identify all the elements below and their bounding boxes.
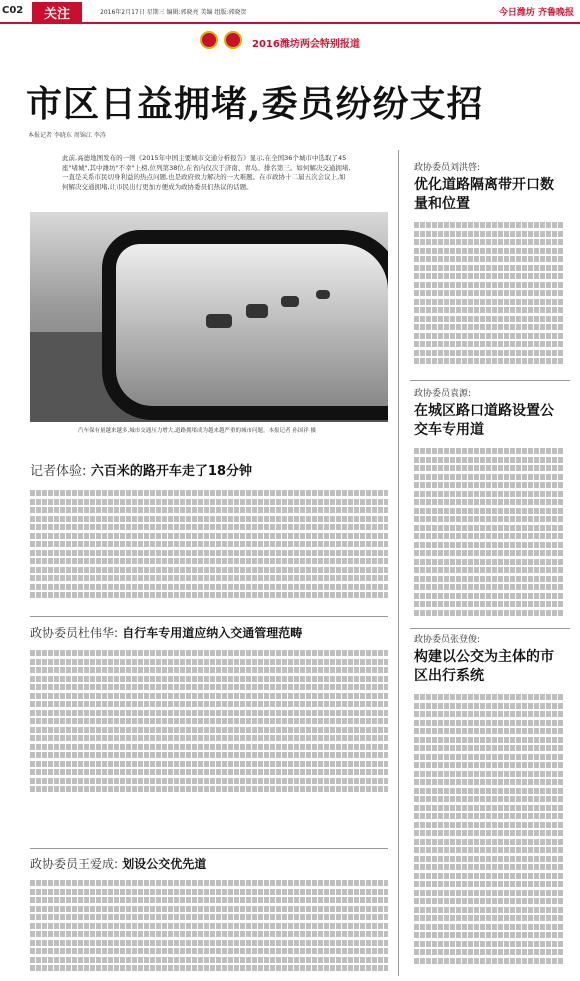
paper-logo: 今日潍坊 齐鲁晚报 (498, 8, 574, 18)
sidebar-text-zhang (414, 694, 564, 976)
sidebar-label-yuan: 政协委员袁源: (414, 389, 472, 399)
edition-meta: 2016年2月17日 星期三 编辑:郭晓亮 美编 组版:郭晓贺 (100, 9, 247, 16)
section-head-reporter (30, 460, 252, 479)
article-text-wang (30, 880, 388, 976)
sidebar-title-liu: 优化道路隔离带开口数量和位置 (414, 177, 554, 212)
masthead (0, 0, 580, 24)
lead-paragraph: 此前,高德地图发布的一则《2015年中国主要城市交通分析报告》显示,在全国36个城市中选取了45座"堵城",其中潍坊"不幸"上榜,位列第38位,在省内仅次于济南、青岛。排名第三。如何解决交通拥堵,一直是关系市民切身利益的热点问题,也是政府致力解决的一大难题。在市政协十二届五次会议上,如何解决交通拥堵,让市民出行更加方便成为政协委员们热议的话题。 (62, 154, 351, 191)
divider (30, 848, 388, 849)
section-who: 记者体验: (30, 464, 87, 479)
byline: 本报记者 李晓东 周锦江 李涛 (28, 132, 106, 139)
photo-car (281, 296, 299, 307)
section-who: 政协委员杜伟华: (30, 626, 119, 640)
photo-caption: 汽车保有量越来越多,城市交通压力增大,道路拥堵成为越来越严重的城市问题。本报记者 孙国祥 摄 (78, 428, 316, 434)
divider (410, 628, 570, 629)
photo-car (246, 304, 268, 318)
national-emblem-icon (200, 31, 218, 49)
special-banner (180, 25, 410, 53)
sidebar-text-liu (414, 222, 564, 374)
section-head-wang (30, 855, 206, 872)
article-text-reporter (30, 490, 388, 610)
divider (410, 380, 570, 381)
section-title: 六百米的路开车走了18分钟 (90, 464, 253, 479)
divider (30, 616, 388, 617)
sidebar-title-yuan: 在城区路口道路设置公交车专用道 (414, 403, 554, 438)
side-mirror (102, 230, 388, 420)
photo-car (206, 314, 232, 328)
sidebar-title-zhang: 构建以公交为主体的市区出行系统 (414, 649, 554, 684)
headline: 市区日益拥堵,委员纷纷支招 (26, 83, 484, 125)
photo-car (316, 290, 330, 299)
sidebar-label-zhang: 政协委员张登俊: (414, 635, 481, 645)
column-divider (398, 150, 399, 976)
article-text-du (30, 650, 388, 800)
section-head-du (30, 624, 302, 641)
news-photo (30, 212, 388, 422)
section-who: 政协委员王爱成: (30, 857, 119, 871)
sidebar-label-liu: 政协委员刘洪啓: (414, 163, 481, 173)
cppcc-emblem-icon (224, 31, 242, 49)
section-title: 划设公交优先道 (122, 857, 207, 871)
page-code: C02 (2, 5, 24, 16)
section-title: 自行车专用道应纳入交通管理范畴 (122, 626, 303, 640)
banner-title: 2016潍坊两会特别报道 (252, 39, 360, 50)
section-label: 关注 (32, 2, 82, 22)
sidebar-text-yuan (414, 448, 564, 624)
